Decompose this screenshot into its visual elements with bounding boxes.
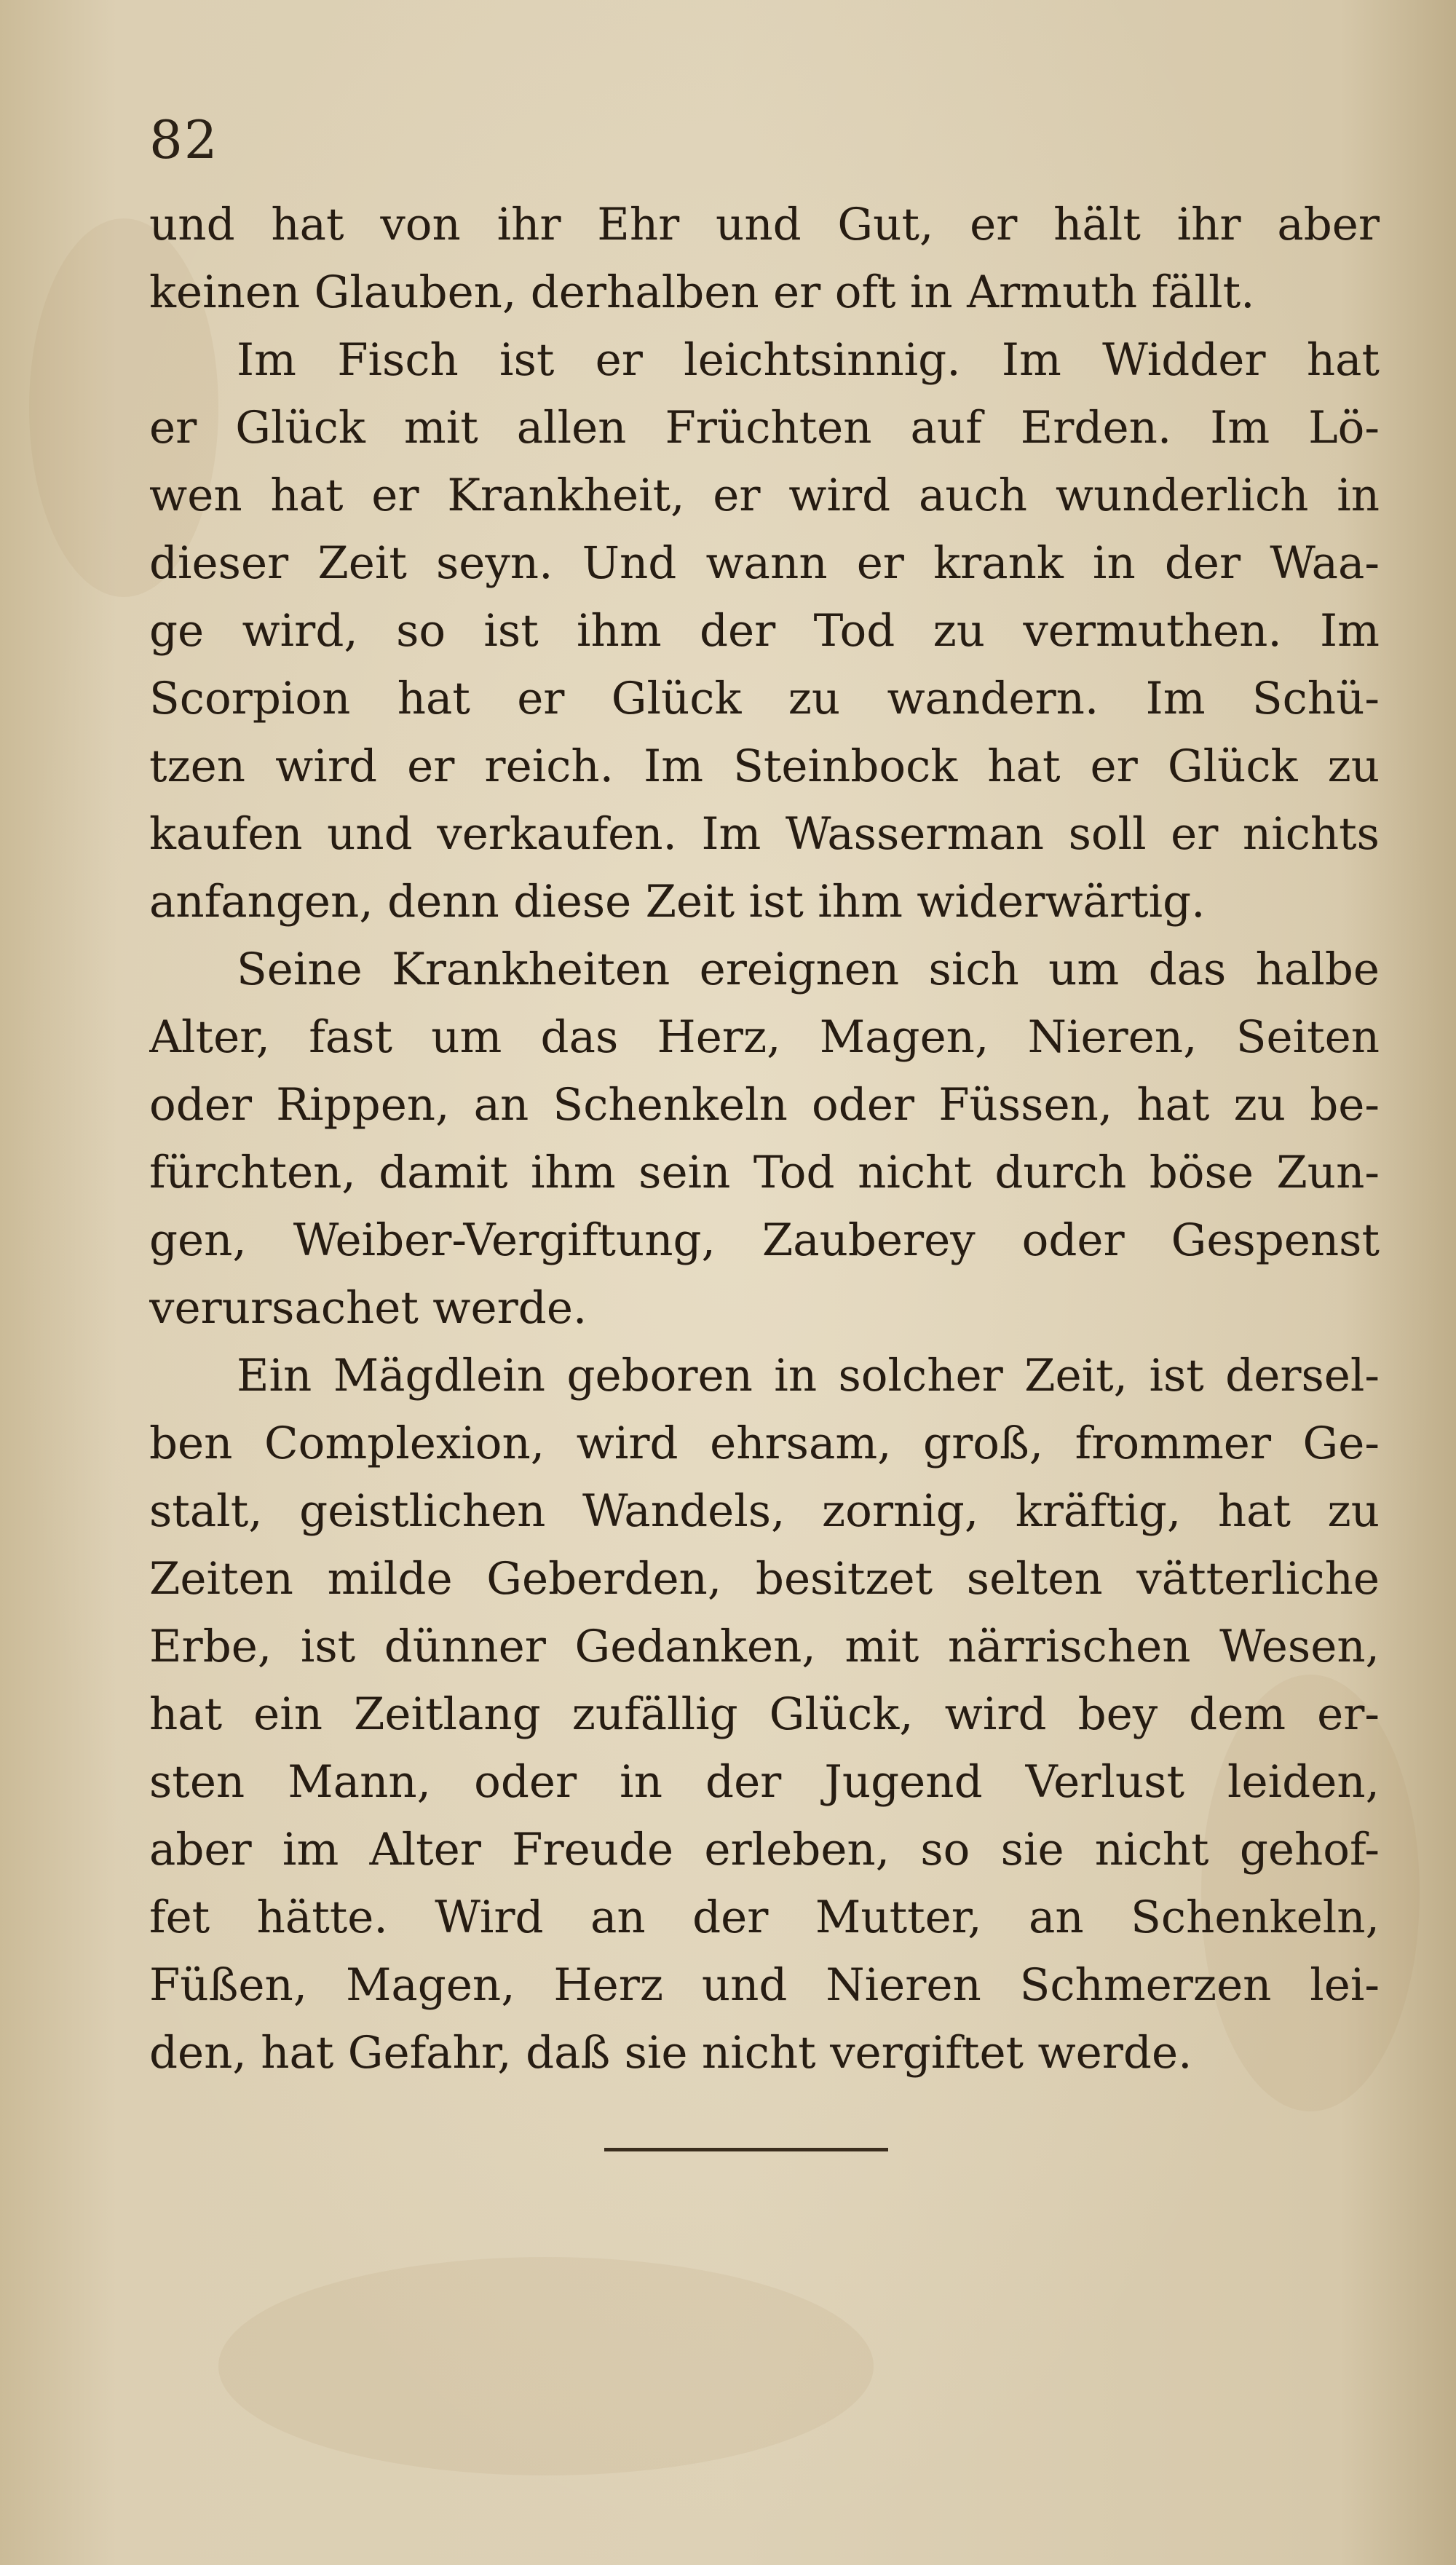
text-line: ge wird, so ist ihm der Tod zu vermuthen. Im: [149, 605, 1380, 657]
text-line: keinen Glauben, derhalben er oft in Armuth fällt.: [149, 266, 1255, 318]
text-line: stalt, geistlichen Wandels, zornig, kräftig, hat zu: [149, 1485, 1380, 1537]
text-line: kaufen und verkaufen. Im Wasserman soll er nichts: [149, 808, 1380, 860]
text-line: hat ein Zeitlang zufällig Glück, wird bey dem er-: [149, 1688, 1380, 1740]
text-line: gen, Weiber-Vergiftung, Zauberey oder Gespenst: [149, 1214, 1380, 1266]
section-divider: [604, 2148, 888, 2151]
text-line: oder Rippen, an Schenkeln oder Füssen, hat zu be-: [149, 1079, 1380, 1131]
text-line: anfangen, denn diese Zeit ist ihm widerwärtig.: [149, 876, 1206, 928]
text-line: aber im Alter Freude erleben, so sie nicht gehof-: [149, 1824, 1380, 1876]
text-line: dieser Zeit seyn. Und wann er krank in der Waa-: [149, 537, 1380, 589]
text-line: Füßen, Magen, Herz und Nieren Schmerzen lei-: [149, 1959, 1380, 2011]
text-line: tzen wird er reich. Im Steinbock hat er Glück zu: [149, 740, 1380, 792]
text-line: er Glück mit allen Früchten auf Erden. Im Lö-: [149, 402, 1380, 454]
text-line: und hat von ihr Ehr und Gut, er hält ihr aber: [149, 199, 1380, 250]
text-line: fürchten, damit ihm sein Tod nicht durch böse Zun-: [149, 1147, 1380, 1198]
text-line: Scorpion hat er Glück zu wandern. Im Schü-: [149, 673, 1380, 724]
text-line: Alter, fast um das Herz, Magen, Nieren, Seiten: [149, 1011, 1380, 1063]
text-line: Erbe, ist dünner Gedanken, mit närrischen Wesen,: [149, 1621, 1380, 1672]
text-line: wen hat er Krankheit, er wird auch wunderlich in: [149, 470, 1380, 521]
text-line: Seine Krankheiten ereignen sich um das halbe: [237, 944, 1380, 995]
text-line: den, hat Gefahr, daß sie nicht vergiftet werde.: [149, 2027, 1192, 2079]
paper-stain: [218, 2257, 874, 2475]
text-line: ben Complexion, wird ehrsam, groß, frommer Ge-: [149, 1418, 1380, 1469]
page-number: 82: [149, 109, 219, 170]
text-line: Im Fisch ist er leichtsinnig. Im Widder hat: [237, 334, 1380, 386]
text-line: fet hätte. Wird an der Mutter, an Schenkeln,: [149, 1892, 1380, 1943]
text-line: sten Mann, oder in der Jugend Verlust leiden,: [149, 1756, 1380, 1808]
text-line: Zeiten milde Geberden, besitzet selten vätterliche: [149, 1553, 1380, 1605]
body-text: [149, 191, 1380, 2087]
text-line: Ein Mägdlein geboren in solcher Zeit, ist dersel-: [237, 1350, 1380, 1402]
text-line: verursachet werde.: [149, 1282, 587, 1334]
